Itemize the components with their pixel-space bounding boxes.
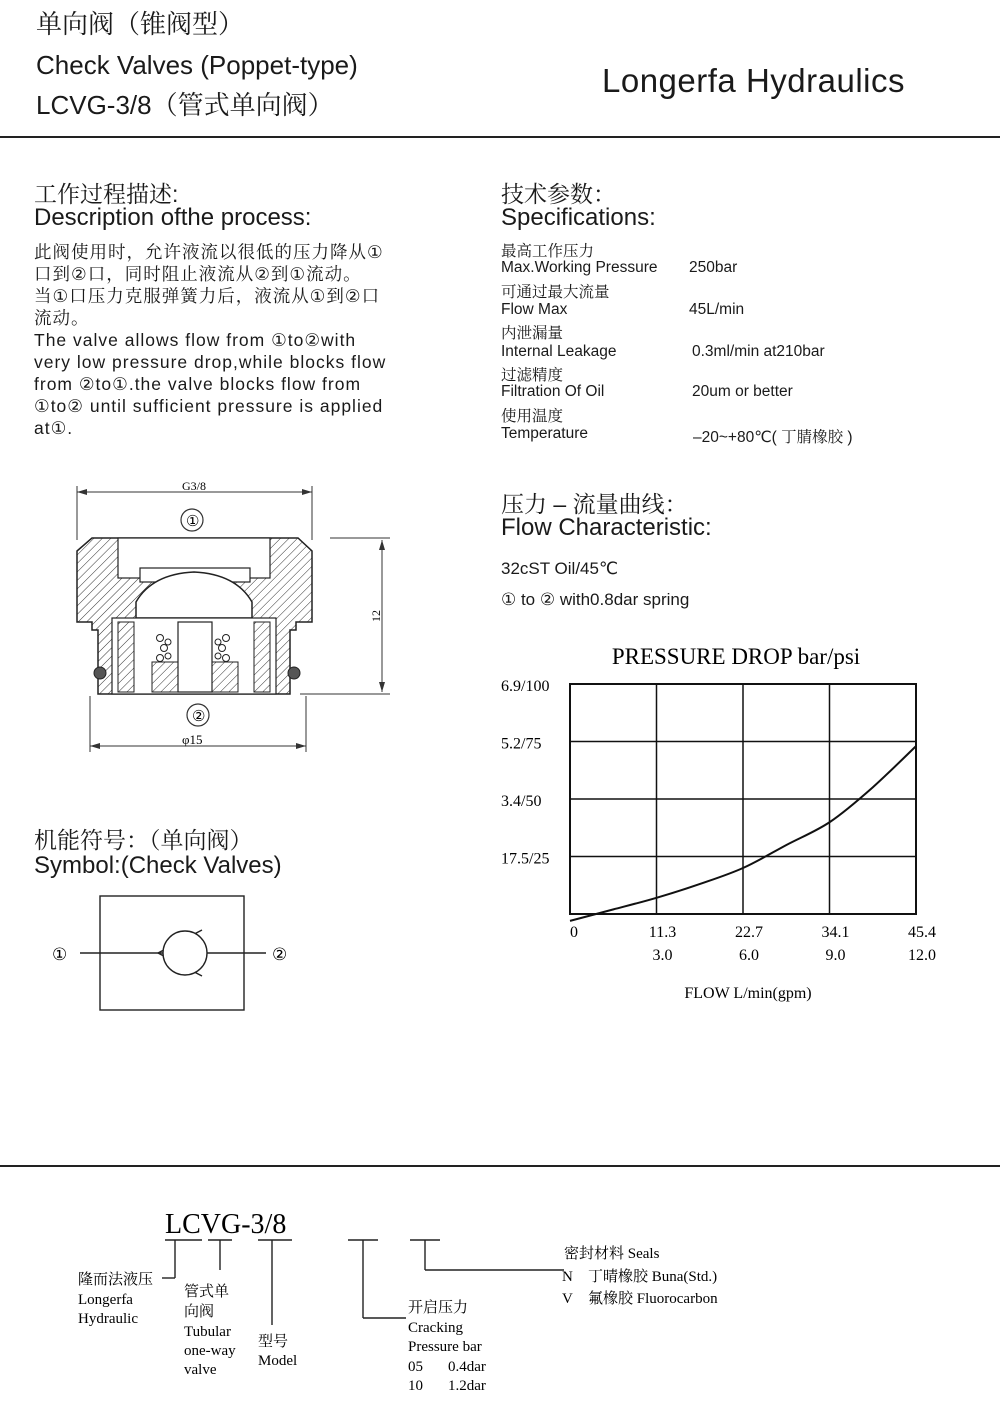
description-line: 此阀使用时，允许液流以很低的压力降从①	[34, 242, 384, 262]
ordering-type-cn: 管式单	[184, 1284, 230, 1300]
ordering-cracking-en: Pressure bar	[408, 1339, 482, 1355]
ordering-seals-code: N	[562, 1269, 573, 1285]
x-tick-label: 45.4	[908, 924, 936, 941]
x-tick-label: 34.1	[821, 924, 850, 941]
ordering-seals-code: V	[562, 1291, 573, 1307]
ordering-cracking-cn: 开启压力	[408, 1300, 469, 1316]
description-text	[34, 241, 434, 439]
spec-label-en: Internal Leakage	[501, 343, 617, 360]
spec-label-cn: 内泄漏量	[501, 325, 564, 342]
header-divider	[0, 136, 1000, 138]
model-title: LCVG-3/8（管式单向阀）	[36, 90, 334, 120]
spec-label-cn: 可通过最大流量	[501, 284, 610, 301]
x-tick-label-secondary: 12.0	[908, 947, 936, 964]
symbol-port-2: ②	[272, 945, 288, 965]
ordering-divider	[0, 1165, 1000, 1167]
spec-value: 20um or better	[692, 383, 793, 400]
specs-heading-cn: 技术参数：	[501, 181, 616, 207]
y-tick-label: 5.2/75	[501, 735, 542, 753]
x-tick-label: 11.3	[648, 924, 677, 941]
ordering-model-cn: 型号	[258, 1334, 289, 1350]
ordering-type-cn: 向阀	[184, 1304, 215, 1320]
specs-heading-en: Specifications:	[501, 204, 656, 231]
y-tick-label: 3.4/50	[501, 793, 542, 810]
x-axis-ticks	[570, 924, 936, 964]
spec-label-cn: 过滤精度	[501, 367, 564, 384]
spec-label-en: Flow Max	[501, 301, 568, 318]
description-line: The valve allows flow from ①to②with	[34, 330, 357, 350]
symbol-heading-cn: 机能符号：（单向阀）	[34, 827, 253, 853]
x-tick-label: 22.7	[735, 924, 763, 941]
ordering-seals-value: 丁晴橡胶 Buna(Std.)	[588, 1269, 718, 1285]
description-line: very low pressure drop,while blocks flow	[34, 352, 387, 372]
ordering-brand-en: Hydraulic	[78, 1311, 138, 1327]
chart-title: PRESSURE DROP bar/psi	[611, 644, 861, 669]
symbol-port-1: ①	[52, 945, 68, 965]
y-axis-ticks	[501, 678, 549, 868]
ordering-brand-cn: 隆而法液压	[78, 1272, 154, 1288]
oil-condition: 32cST Oil/45℃	[501, 559, 619, 578]
title-cn: 单向阀（锥阀型）	[36, 9, 245, 39]
title-en: Check Valves (Poppet-type)	[36, 50, 358, 80]
pressure-drop-chart	[490, 632, 960, 1012]
description-line: ①to② until sufficient pressure is applied	[34, 396, 384, 416]
diameter-label: φ15	[182, 732, 203, 747]
ordering-code	[70, 1200, 790, 1400]
x-tick-label-secondary: 6.0	[739, 947, 759, 964]
ordering-cracking-code: 10	[408, 1378, 423, 1394]
symbol-heading-en: Symbol:(Check Valves)	[34, 852, 282, 879]
description-line: 当①口压力克服弹簧力后，液流从①到②口	[34, 286, 381, 306]
valve-section-drawing	[60, 470, 400, 760]
check-valve-symbol	[40, 890, 310, 1020]
y-tick-label: 17.5/25	[501, 850, 550, 868]
spec-value: –20~+80℃( 丁腈橡胶 )	[693, 429, 853, 446]
ordering-seals-value: 氟橡胶 Fluorocarbon	[588, 1291, 718, 1307]
ordering-cracking-value: 0.4dar	[448, 1359, 486, 1375]
description-line: at①.	[34, 418, 74, 438]
chart-grid	[570, 684, 916, 914]
ordering-cracking-value: 1.2dar	[448, 1378, 486, 1394]
description-line: from ②to①.the valve blocks flow from	[34, 374, 362, 394]
spec-label-cn: 使用温度	[501, 408, 564, 425]
ordering-cracking-code: 05	[408, 1359, 423, 1375]
port-1-label: ①	[186, 514, 200, 530]
x-tick-label: 0	[570, 924, 578, 941]
spec-label-cn: 最高工作压力	[501, 243, 595, 260]
x-tick-label-secondary: 3.0	[652, 947, 673, 964]
g38-label: G3/8	[182, 479, 206, 493]
brand-name: Longerfa Hydraulics	[602, 62, 905, 99]
x-tick-label-secondary: 9.0	[825, 947, 846, 964]
height-label: 12	[369, 610, 383, 622]
spec-label-en: Temperature	[501, 425, 589, 442]
ordering-type-en: one-way	[184, 1343, 236, 1359]
flow-heading-cn: 压力 – 流量曲线：	[501, 491, 688, 517]
spring-note: ① to ② with0.8dar spring	[501, 590, 690, 609]
port-2-label: ②	[192, 709, 206, 725]
flow-heading-en: Flow Characteristic:	[501, 514, 712, 541]
x-axis-label: FLOW L/min(gpm)	[684, 985, 812, 1002]
spec-value: 250bar	[689, 259, 738, 276]
description-line: 流动。	[34, 308, 90, 328]
ordering-brand-en: Longerfa	[78, 1292, 133, 1308]
y-tick-label: 6.9/100	[501, 678, 550, 695]
spec-label-en: Filtration Of Oil	[501, 383, 605, 400]
spec-value: 0.3ml/min at210bar	[692, 343, 825, 360]
description-line: 口到②口，同时阻止液流从②到①流动。	[34, 264, 362, 284]
description-heading-cn: 工作过程描述:	[34, 181, 179, 207]
ordering-cracking-en: Cracking	[408, 1320, 463, 1336]
ordering-seals-title: 密封材料 Seals	[564, 1246, 660, 1262]
ordering-model: LCVG-3/8	[165, 1209, 287, 1240]
description-heading-en: Description ofthe process:	[34, 204, 312, 231]
ordering-type-en: valve	[184, 1362, 217, 1378]
ordering-model-en: Model	[258, 1353, 298, 1369]
spec-value: 45L/min	[689, 301, 745, 318]
ordering-type-en: Tubular	[184, 1324, 231, 1340]
spec-label-en: Max.Working Pressure	[501, 259, 658, 276]
